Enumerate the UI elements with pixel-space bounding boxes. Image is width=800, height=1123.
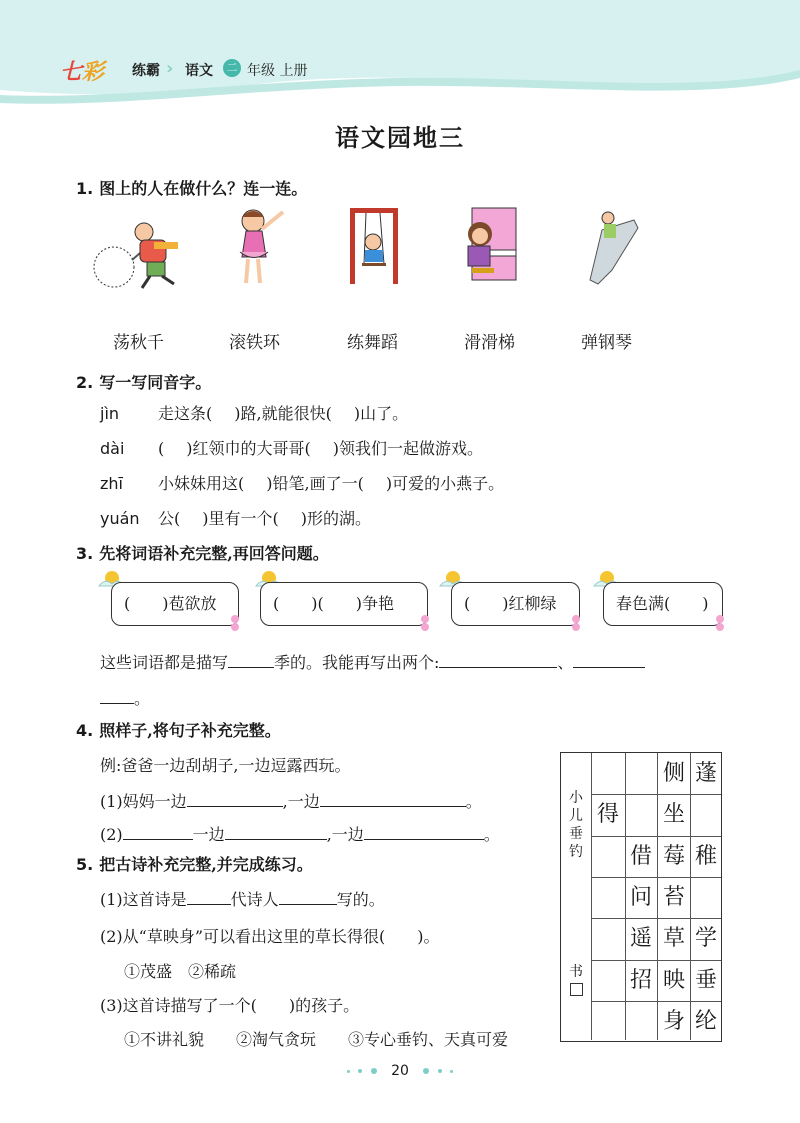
q4-title: 4. 照样子,将句子补充完整。: [76, 721, 281, 740]
page-title: 语文园地三: [335, 123, 465, 152]
example-sentence: 例:爸爸一边刮胡子,一边逗露西玩。: [100, 756, 351, 775]
q1-title: 1. 图上的人在做什么？连一连。: [76, 179, 308, 198]
chevron-right-icon: ›: [166, 58, 174, 79]
answer-blank[interactable]: [187, 790, 283, 807]
answer-blank[interactable]: [187, 888, 231, 905]
answer-blank[interactable]: [279, 888, 337, 905]
homophone-row: dài ( )红领巾的大哥哥( )领我们一起做游戏。: [100, 439, 483, 458]
poem-char: 稚: [694, 844, 717, 869]
dot-icon: [450, 1070, 453, 1073]
dot-icon: [347, 1070, 350, 1073]
activity-label: 滑滑梯: [464, 333, 515, 353]
answer-blank[interactable]: [364, 823, 484, 840]
homophone-row: zhī 小妹妹用这( )铅笔,画了一( )可爱的小燕子。: [100, 474, 505, 493]
poem-char: 招: [629, 968, 652, 993]
answer-blank[interactable]: [573, 651, 645, 668]
idiom-box[interactable]: ( )苞欲放: [111, 582, 239, 626]
activity-label: 练舞蹈: [347, 333, 398, 353]
q5-line3: (3)这首诗描写了一个( )的孩子。: [100, 996, 360, 1015]
idiom-box[interactable]: 春色满( ): [603, 582, 723, 626]
q5-line1: (1)这首诗是 代诗人 写的。: [100, 890, 385, 909]
poem-char: 莓: [662, 844, 685, 869]
subject-label: 语文: [185, 63, 213, 79]
flower-icon: [713, 614, 727, 632]
grade-label: 年级 上册: [247, 63, 308, 79]
poem-char: 草: [662, 926, 685, 951]
swing-illustration: [348, 206, 400, 286]
poem-char: 遥: [629, 926, 652, 951]
poem-char: 垂: [694, 968, 717, 993]
q3-question-cont: 。: [100, 686, 150, 709]
answer-blank[interactable]: [225, 823, 327, 840]
dot-icon: [371, 1068, 377, 1074]
activity-label: 荡秋千: [113, 333, 164, 353]
answer-blank[interactable]: [439, 651, 557, 668]
brand-logo: 七彩: [60, 60, 105, 85]
page-number: 20: [0, 1063, 800, 1079]
flower-icon: [569, 614, 583, 632]
dot-icon: [423, 1068, 429, 1074]
header-wave-background: [0, 0, 800, 110]
poem-char: 坐: [662, 802, 685, 827]
activity-label: 弹钢琴: [581, 333, 632, 353]
poem-char: 蓬: [694, 761, 717, 786]
dot-icon: [358, 1069, 362, 1073]
poem-char: 身: [662, 1009, 685, 1034]
q3-question: 这些词语都是描写 季的。我能再写出两个: 、: [100, 650, 645, 673]
dancing-girl-illustration: [228, 207, 288, 289]
q5-options: ①不讲礼貌 ②淘气贪玩 ③专心垂钓、天真可爱: [124, 1030, 509, 1049]
dot-icon: [438, 1069, 442, 1073]
poem-char: 映: [662, 968, 685, 993]
q5-title: 5. 把古诗补充完整,并完成练习。: [76, 855, 313, 874]
poem-char: 得: [596, 802, 619, 827]
poem-char: 借: [629, 844, 652, 869]
q2-title: 2. 写一写同音字。: [76, 373, 212, 392]
answer-blank[interactable]: [320, 790, 466, 807]
poem-author: 书: [563, 961, 589, 997]
idiom-box[interactable]: ( )红柳绿: [451, 582, 580, 626]
answer-blank[interactable]: [123, 823, 193, 840]
piano-illustration: [462, 206, 518, 286]
answer-blank[interactable]: [228, 651, 274, 668]
poem-char: 问: [629, 885, 652, 910]
q5-line2: (2)从“草映身”可以看出这里的草长得很( )。: [100, 927, 440, 946]
q5-options: ①茂盛 ②稀疏: [124, 962, 237, 981]
poem-title: 小儿垂钓: [569, 790, 583, 860]
homophone-row: yuán 公( )里有一个( )形的湖。: [100, 509, 371, 528]
flower-icon: [418, 614, 432, 632]
author-blank[interactable]: [570, 983, 583, 996]
poem-char: 苔: [662, 885, 685, 910]
brand-name: 练霸: [132, 63, 160, 79]
hoop-rolling-illustration: [92, 212, 192, 292]
homophone-row: jìn 走这条( )路,就能很快( )山了。: [100, 404, 409, 423]
idiom-box[interactable]: ( )( )争艳: [260, 582, 428, 626]
q4-line1: (1)妈妈一边 ,一边 。: [100, 792, 482, 811]
activity-label: 滚铁环: [229, 333, 280, 353]
q3-title: 3. 先将词语补充完整,再回答问题。: [76, 544, 329, 563]
poem-grid: [560, 752, 722, 1042]
answer-blank[interactable]: [100, 687, 134, 704]
q4-line2: (2) 一边 ,一边 。: [100, 825, 500, 844]
poem-char: 学: [694, 926, 717, 951]
slide-illustration: [588, 210, 642, 288]
poem-char: 纶: [694, 1009, 717, 1034]
grade-badge: 二: [223, 59, 241, 77]
poem-char: 侧: [662, 761, 685, 786]
flower-icon: [228, 614, 242, 632]
